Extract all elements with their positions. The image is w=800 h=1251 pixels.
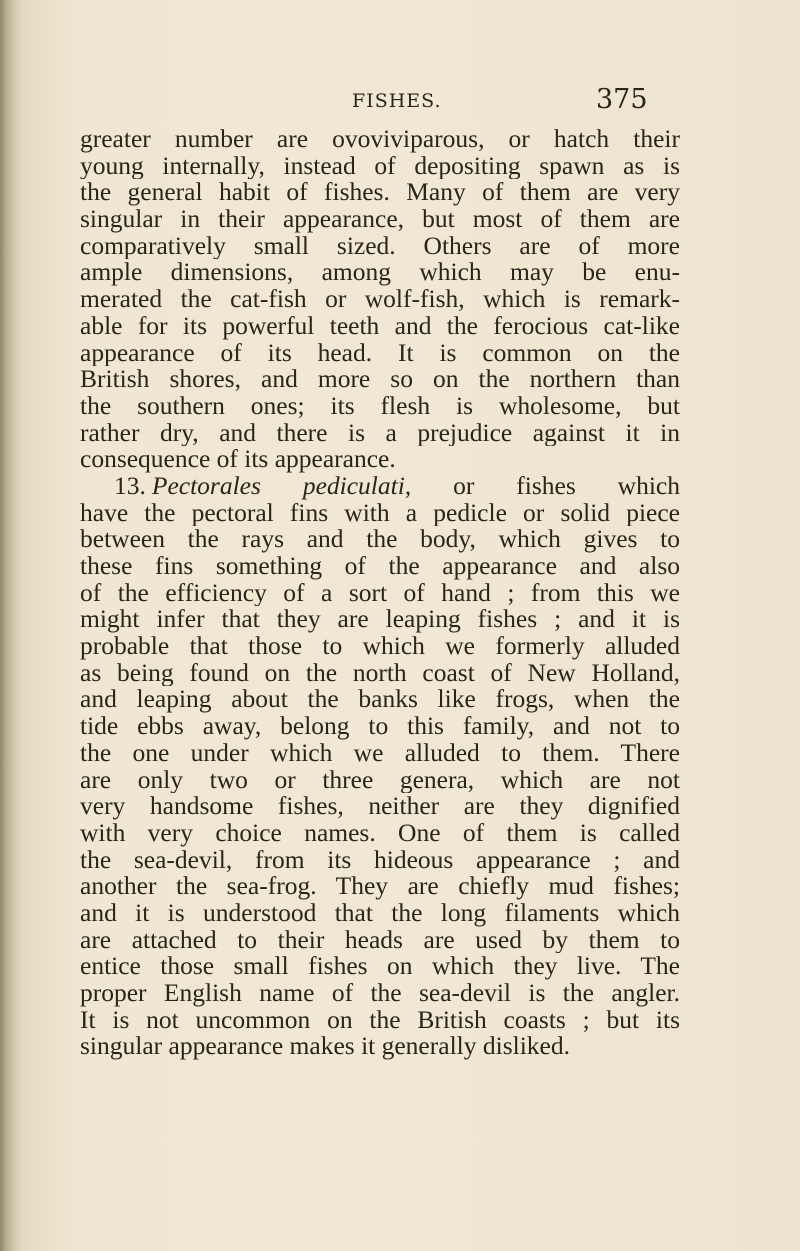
first-line-rest: or fishes which (453, 472, 680, 500)
running-title: FISHES. (352, 90, 442, 112)
text-line: able for its powerful teeth and the ferocious cat-like (80, 312, 680, 340)
text-line: of the efficiency of a sort of hand ; from this we (80, 579, 680, 607)
text-line: might infer that they are leaping fishes ; and it is (80, 606, 680, 634)
text-line: probable that those to which we formerly alluded (80, 633, 680, 660)
text-line: have the pectoral fins with a pedicle or solid piece (80, 499, 680, 527)
text-line: tide ebbs away, belong to this family, and not to (80, 713, 680, 740)
text-line: ample dimensions, among which may be enu- (80, 259, 680, 287)
text-line: another the sea-frog. They are chiefly mud fishes; (80, 873, 680, 900)
text-line: consequence of its appearance. (80, 446, 396, 473)
paragraph-2 (80, 473, 680, 1060)
text-line: are only two or three genera, which are not (80, 766, 680, 794)
text-line: very handsome fishes, neither are they dignified (80, 793, 680, 820)
text-line: are attached to their heads are used by them to (80, 926, 680, 954)
text-line: singular in their appearance, but most of them are (80, 206, 680, 233)
page-number: 375 (596, 84, 648, 115)
text-line: appearance of its head. It is common on the (80, 339, 680, 367)
binding-edge (0, 0, 22, 1251)
section-term: Pectorales pediculati, (151, 472, 412, 500)
text-line: British shores, and more so on the northern than (80, 366, 680, 393)
text-line: and leaping about the banks like frogs, when the (80, 686, 680, 714)
text-line: the one under which we alluded to them. There (80, 739, 680, 767)
text-line: between the rays and the body, which gives to (80, 526, 680, 553)
text-line: It is not uncommon on the British coasts ; but its (80, 1006, 680, 1034)
text-line: the southern ones; its flesh is wholesome, but (80, 392, 680, 420)
text-line: singular appearance makes it generally disliked. (80, 1033, 570, 1061)
text-line: and it is understood that the long filaments which (80, 899, 680, 927)
paragraph-2-first-line (80, 473, 680, 500)
text-line: entice those small fishes on which they live. The (80, 953, 680, 980)
text-line: proper English name of the sea-devil is the angler. (80, 980, 680, 1007)
text-line: comparatively small sized. Others are of more (80, 232, 680, 260)
text-line: young internally, instead of depositing spawn as is (80, 152, 680, 180)
paragraph-1 (80, 126, 680, 473)
body-text (80, 126, 680, 1060)
text-line: merated the cat-fish or wolf-fish, which is remark- (80, 286, 680, 313)
running-head (0, 84, 800, 124)
text-line: as being found on the north coast of New Holland, (80, 659, 680, 687)
text-line: the sea-devil, from its hideous appearance ; and (80, 846, 680, 874)
section-number: 13. (114, 472, 146, 500)
text-line: the general habit of fishes. Many of them are very (80, 179, 680, 207)
text-line: greater number are ovoviviparous, or hatch their (80, 126, 680, 153)
text-line: these fins something of the appearance and also (80, 553, 680, 580)
text-line: rather dry, and there is a prejudice against it in (80, 419, 680, 447)
text-line: with very choice names. One of them is called (80, 819, 680, 847)
